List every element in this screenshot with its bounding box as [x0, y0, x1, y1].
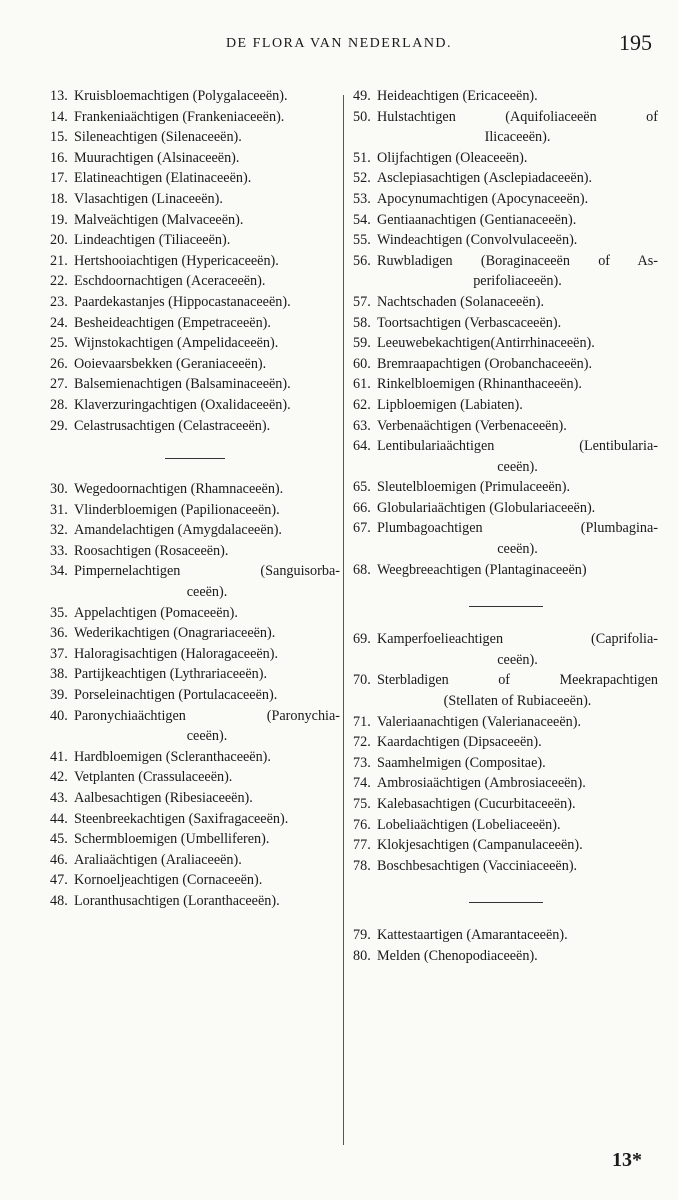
- entry-number: 62.: [353, 396, 371, 413]
- entry-text: Muurachtigen (Alsinaceeën).: [74, 149, 240, 166]
- family-entry: [353, 107, 658, 148]
- family-entry: [353, 670, 658, 711]
- entry-number: 27.: [50, 376, 68, 393]
- family-entry: [353, 86, 658, 107]
- entry-continuation: ceeën).: [497, 458, 538, 475]
- entry-continuation: (Stellaten of Rubiaceeën).: [443, 693, 592, 710]
- entry-text: Hulstachtigen (Aquifoliaceeën of: [377, 108, 658, 125]
- entry-text: Melden (Chenopodiaceeën).: [377, 947, 538, 964]
- family-entry: [353, 518, 658, 559]
- family-entry: [353, 436, 658, 477]
- entry-number: 52.: [353, 170, 371, 187]
- entry-number: 14.: [50, 108, 68, 125]
- page-header: [0, 30, 678, 66]
- family-entry: [50, 891, 340, 912]
- family-list-right-group1: [353, 86, 658, 580]
- entry-text: Vlasachtigen (Linaceeën).: [74, 190, 223, 207]
- entry-text: Loranthusachtigen (Loranthaceeën).: [74, 892, 280, 909]
- entry-text: Lipbloemigen (Labiaten).: [377, 396, 523, 413]
- family-entry: [353, 856, 658, 877]
- family-entry: [353, 251, 658, 292]
- entry-text: Steenbreekachtigen (Saxifragaceeën).: [74, 810, 289, 827]
- entry-number: 46.: [50, 851, 68, 868]
- entry-text: Amandelachtigen (Amygdalaceeën).: [74, 522, 282, 539]
- family-entry: [50, 623, 340, 644]
- family-entry: [50, 767, 340, 788]
- entry-number: 56.: [353, 252, 371, 269]
- entry-number: 32.: [50, 522, 68, 539]
- entry-number: 24.: [50, 314, 68, 331]
- entry-number: 71.: [353, 713, 371, 730]
- column-divider: [343, 95, 344, 1145]
- entry-number: 63.: [353, 417, 371, 434]
- family-entry: [50, 664, 340, 685]
- family-entry: [353, 815, 658, 836]
- entry-text: Sileneachtigen (Silenaceeën).: [74, 129, 242, 146]
- family-entry: [50, 541, 340, 562]
- entry-text: Valeriaanachtigen (Valerianaceeën).: [377, 713, 582, 730]
- family-entry: [50, 148, 340, 169]
- family-entry: [353, 925, 658, 946]
- family-entry: [353, 560, 658, 581]
- entry-text: Hertshooiachtigen (Hypericaceeën).: [74, 252, 279, 269]
- entry-text: Eschdoornachtigen (Aceraceeën).: [74, 273, 266, 290]
- entry-text: Klaverzuringachtigen (Oxalidaceeën).: [74, 396, 291, 413]
- entry-number: 45.: [50, 831, 68, 848]
- entry-number: 66.: [353, 499, 371, 516]
- entry-number: 34.: [50, 563, 68, 580]
- family-entry: [353, 835, 658, 856]
- entry-number: 40.: [50, 707, 68, 724]
- entry-number: 64.: [353, 438, 371, 455]
- family-entry: [50, 189, 340, 210]
- entry-number: 48.: [50, 892, 68, 909]
- entry-number: 53.: [353, 190, 371, 207]
- entry-number: 61.: [353, 376, 371, 393]
- entry-number: 69.: [353, 631, 371, 648]
- entry-text: Plumbagoachtigen (Plumbagina-: [377, 520, 658, 537]
- entry-number: 22.: [50, 273, 68, 290]
- entry-number: 36.: [50, 625, 68, 642]
- family-entry: [50, 644, 340, 665]
- entry-text: Sterbladigen of Meekrapachtigen: [377, 672, 658, 689]
- family-entry: [353, 333, 658, 354]
- family-entry: [50, 685, 340, 706]
- section-separator: [469, 606, 543, 607]
- entry-number: 58.: [353, 314, 371, 331]
- family-entry: [50, 354, 340, 375]
- entry-text: Windeachtigen (Convolvulaceeën).: [377, 232, 578, 249]
- family-entry: [353, 292, 658, 313]
- family-entry: [50, 374, 340, 395]
- entry-number: 42.: [50, 769, 68, 786]
- family-entry: [353, 773, 658, 794]
- entry-number: 25.: [50, 335, 68, 352]
- entry-text: Araliaächtigen (Araliaceeën).: [74, 851, 242, 868]
- family-list-left-group1: [50, 86, 340, 436]
- entry-text: Leeuwebekachtigen(Antirrhinaceeën).: [377, 335, 595, 352]
- entry-number: 74.: [353, 775, 371, 792]
- family-entry: [50, 829, 340, 850]
- entry-text: Bremraapachtigen (Orobanchaceeën).: [377, 355, 593, 372]
- entry-number: 47.: [50, 872, 68, 889]
- entry-text: Klokjesachtigen (Campanulaceeën).: [377, 837, 583, 854]
- entry-number: 38.: [50, 666, 68, 683]
- family-entry: [353, 794, 658, 815]
- family-entry: [353, 416, 658, 437]
- family-entry: [353, 230, 658, 251]
- entry-text: Celastrusachtigen (Celastraceeën).: [74, 417, 271, 434]
- entry-text: Verbenaächtigen (Verbenaceeën).: [377, 417, 567, 434]
- family-entry: [50, 788, 340, 809]
- entry-text: Olijfachtigen (Oleaceeën).: [377, 149, 528, 166]
- family-entry: [353, 168, 658, 189]
- entry-number: 80.: [353, 947, 371, 964]
- entry-text: Besheideachtigen (Empetraceeën).: [74, 314, 271, 331]
- entry-number: 35.: [50, 604, 68, 621]
- running-title: DE FLORA VAN NEDERLAND.: [225, 36, 453, 51]
- entry-text: Balsemienachtigen (Balsaminaceeën).: [74, 376, 291, 393]
- entry-text: Kattestaartigen (Amarantaceeën).: [377, 927, 568, 944]
- entry-continuation: ceeën).: [186, 728, 228, 745]
- entry-text: Lobeliaächtigen (Lobeliaceeën).: [377, 816, 561, 833]
- entry-continuation: ceeën).: [497, 651, 538, 668]
- family-entry: [353, 477, 658, 498]
- entry-number: 31.: [50, 501, 68, 518]
- entry-number: 68.: [353, 561, 371, 578]
- entry-number: 77.: [353, 837, 371, 854]
- entry-number: 67.: [353, 520, 371, 537]
- family-entry: [50, 230, 340, 251]
- entry-number: 29.: [50, 417, 68, 434]
- entry-text: Lentibulariaächtigen (Lentibularia-: [377, 438, 658, 455]
- entry-text: Porseleinachtigen (Portulacaceeën).: [74, 687, 278, 704]
- entry-text: Ruwbladigen (Boraginaceeën of As-: [377, 252, 658, 269]
- entry-text: Ooievaarsbekken (Geraniaceeën).: [74, 355, 267, 372]
- left-column: [50, 86, 340, 912]
- entry-text: Toortsachtigen (Verbascaceeën).: [377, 314, 562, 331]
- family-entry: [50, 561, 340, 602]
- family-entry: [353, 189, 658, 210]
- family-entry: [353, 354, 658, 375]
- family-entry: [50, 107, 340, 128]
- entry-continuation: ceeën).: [186, 584, 228, 601]
- family-entry: [353, 946, 658, 967]
- family-entry: [50, 168, 340, 189]
- entry-text: Wederikachtigen (Onagrariaceeën).: [74, 625, 276, 642]
- entry-number: 57.: [353, 293, 371, 310]
- family-entry: [353, 374, 658, 395]
- entry-text: Paronychiaächtigen (Paronychia-: [74, 707, 340, 724]
- entry-number: 16.: [50, 149, 68, 166]
- entry-text: Kaardachtigen (Dipsaceeën).: [377, 734, 542, 751]
- entry-text: Hardbloemigen (Scleranthaceeën).: [74, 748, 271, 765]
- entry-number: 39.: [50, 687, 68, 704]
- family-list-right-group3: [353, 925, 658, 966]
- family-entry: [353, 313, 658, 334]
- family-entry: [353, 395, 658, 416]
- entry-continuation: perifoliaceeën).: [473, 273, 562, 290]
- entry-number: 33.: [50, 542, 68, 559]
- entry-text: Kalebasachtigen (Cucurbitaceeën).: [377, 796, 576, 812]
- signature-mark: 13*: [612, 1149, 642, 1171]
- entry-number: 44.: [50, 810, 68, 827]
- entry-number: 76.: [353, 816, 371, 833]
- family-entry: [50, 333, 340, 354]
- family-entry: [50, 271, 340, 292]
- family-entry: [50, 747, 340, 768]
- entry-text: Elatineachtigen (Elatinaceeën).: [74, 170, 252, 187]
- family-entry: [50, 313, 340, 334]
- entry-number: 37.: [50, 645, 68, 662]
- entry-text: Schermbloemigen (Umbelliferen).: [74, 831, 270, 848]
- family-entry: [50, 870, 340, 891]
- entry-text: Weegbreeachtigen (Plantaginaceeën): [377, 561, 587, 578]
- entry-text: Roosachtigen (Rosaceeën).: [74, 542, 229, 559]
- family-entry: [50, 292, 340, 313]
- entry-text: Partijkeachtigen (Lythrariaceeën).: [74, 666, 268, 683]
- entry-number: 55.: [353, 232, 371, 249]
- entry-number: 78.: [353, 857, 371, 874]
- section-separator: [469, 902, 543, 903]
- family-entry: [353, 498, 658, 519]
- entry-number: 26.: [50, 355, 68, 372]
- entry-text: Kornoeljeachtigen (Cornaceeën).: [74, 872, 263, 889]
- family-entry: [50, 395, 340, 416]
- family-entry: [50, 86, 340, 107]
- family-entry: [50, 603, 340, 624]
- entry-text: Pimpernelachtigen (Sanguisorba-: [74, 563, 340, 580]
- entry-text: Asclepiasachtigen (Asclepiadaceeën).: [377, 170, 593, 187]
- entry-number: 28.: [50, 396, 68, 413]
- entry-text: Malveächtigen (Malvaceeën).: [74, 211, 244, 228]
- family-entry: [353, 712, 658, 733]
- entry-text: Wegedoornachtigen (Rhamnaceeën).: [74, 481, 284, 498]
- entry-text: Vetplanten (Crassulaceeën).: [74, 769, 233, 786]
- entry-number: 72.: [353, 734, 371, 751]
- entry-number: 23.: [50, 293, 68, 310]
- entry-text: Ambrosiaächtigen (Ambrosiaceeën).: [377, 775, 586, 792]
- entry-text: Frankeniaächtigen (Frankeniaceeën).: [74, 108, 285, 125]
- family-entry: [353, 629, 658, 670]
- entry-text: Kamperfoelieachtigen (Caprifolia-: [377, 631, 658, 648]
- entry-number: 50.: [353, 108, 371, 125]
- entry-text: Aalbesachtigen (Ribesiaceeën).: [74, 790, 253, 806]
- entry-number: 54.: [353, 211, 371, 228]
- entry-number: 75.: [353, 796, 371, 812]
- family-entry: [50, 500, 340, 521]
- entry-text: Vlinderbloemigen (Papilionaceeën).: [74, 501, 280, 518]
- entry-text: Boschbesachtigen (Vacciniaceeën).: [377, 857, 578, 874]
- entry-number: 70.: [353, 672, 371, 689]
- family-entry: [50, 251, 340, 272]
- page-number: 195: [619, 30, 652, 55]
- family-entry: [50, 479, 340, 500]
- family-list-right-group2: [353, 629, 658, 876]
- entry-number: 13.: [50, 88, 68, 104]
- family-entry: [50, 520, 340, 541]
- entry-text: Kruisbloemachtigen (Polygalaceeën).: [74, 88, 288, 104]
- entry-text: Heideachtigen (Ericaceeën).: [377, 88, 538, 104]
- family-entry: [50, 416, 340, 437]
- family-entry: [50, 809, 340, 830]
- entry-text: Apocynumachtigen (Apocynaceeën).: [377, 190, 589, 207]
- family-entry: [50, 706, 340, 747]
- right-column: [353, 86, 658, 967]
- entry-number: 19.: [50, 211, 68, 228]
- entry-text: Haloragisachtigen (Haloragaceeën).: [74, 645, 279, 662]
- entry-number: 20.: [50, 232, 68, 249]
- entry-text: Paardekastanjes (Hippocastanaceeën).: [74, 293, 291, 310]
- entry-number: 21.: [50, 252, 68, 269]
- entry-continuation: ceeën).: [497, 541, 538, 558]
- entry-number: 65.: [353, 479, 371, 496]
- family-list-left-group2: [50, 479, 340, 911]
- entry-number: 43.: [50, 790, 68, 806]
- entry-number: 15.: [50, 129, 68, 146]
- entry-number: 73.: [353, 754, 371, 771]
- family-entry: [50, 127, 340, 148]
- entry-number: 60.: [353, 355, 371, 372]
- entry-number: 41.: [50, 748, 68, 765]
- family-entry: [353, 210, 658, 231]
- entry-number: 18.: [50, 190, 68, 207]
- entry-number: 51.: [353, 149, 371, 166]
- entry-text: Saamhelmigen (Compositae).: [377, 754, 546, 771]
- entry-text: Globulariaächtigen (Globulariaceeën).: [377, 499, 596, 516]
- entry-number: 59.: [353, 335, 371, 352]
- family-entry: [353, 732, 658, 753]
- entry-number: 17.: [50, 170, 68, 187]
- entry-continuation: Ilicaceeën).: [484, 129, 551, 146]
- family-entry: [50, 850, 340, 871]
- entry-text: Wijnstokachtigen (Ampelidaceeën).: [74, 335, 279, 352]
- entry-number: 79.: [353, 927, 371, 944]
- entry-text: Sleutelbloemigen (Primulaceeën).: [377, 479, 571, 496]
- entry-text: Nachtschaden (Solanaceeën).: [377, 293, 545, 310]
- entry-text: Rinkelbloemigen (Rhinanthaceeën).: [377, 376, 582, 393]
- family-entry: [353, 753, 658, 774]
- entry-text: Appelachtigen (Pomaceeën).: [74, 604, 238, 621]
- entry-text: Lindeachtigen (Tiliaceeën).: [74, 232, 231, 249]
- section-separator: [165, 458, 225, 459]
- family-entry: [50, 210, 340, 231]
- entry-number: 30.: [50, 481, 68, 498]
- family-entry: [353, 148, 658, 169]
- entry-text: Gentiaanachtigen (Gentianaceeën).: [377, 211, 577, 228]
- entry-number: 49.: [353, 88, 371, 104]
